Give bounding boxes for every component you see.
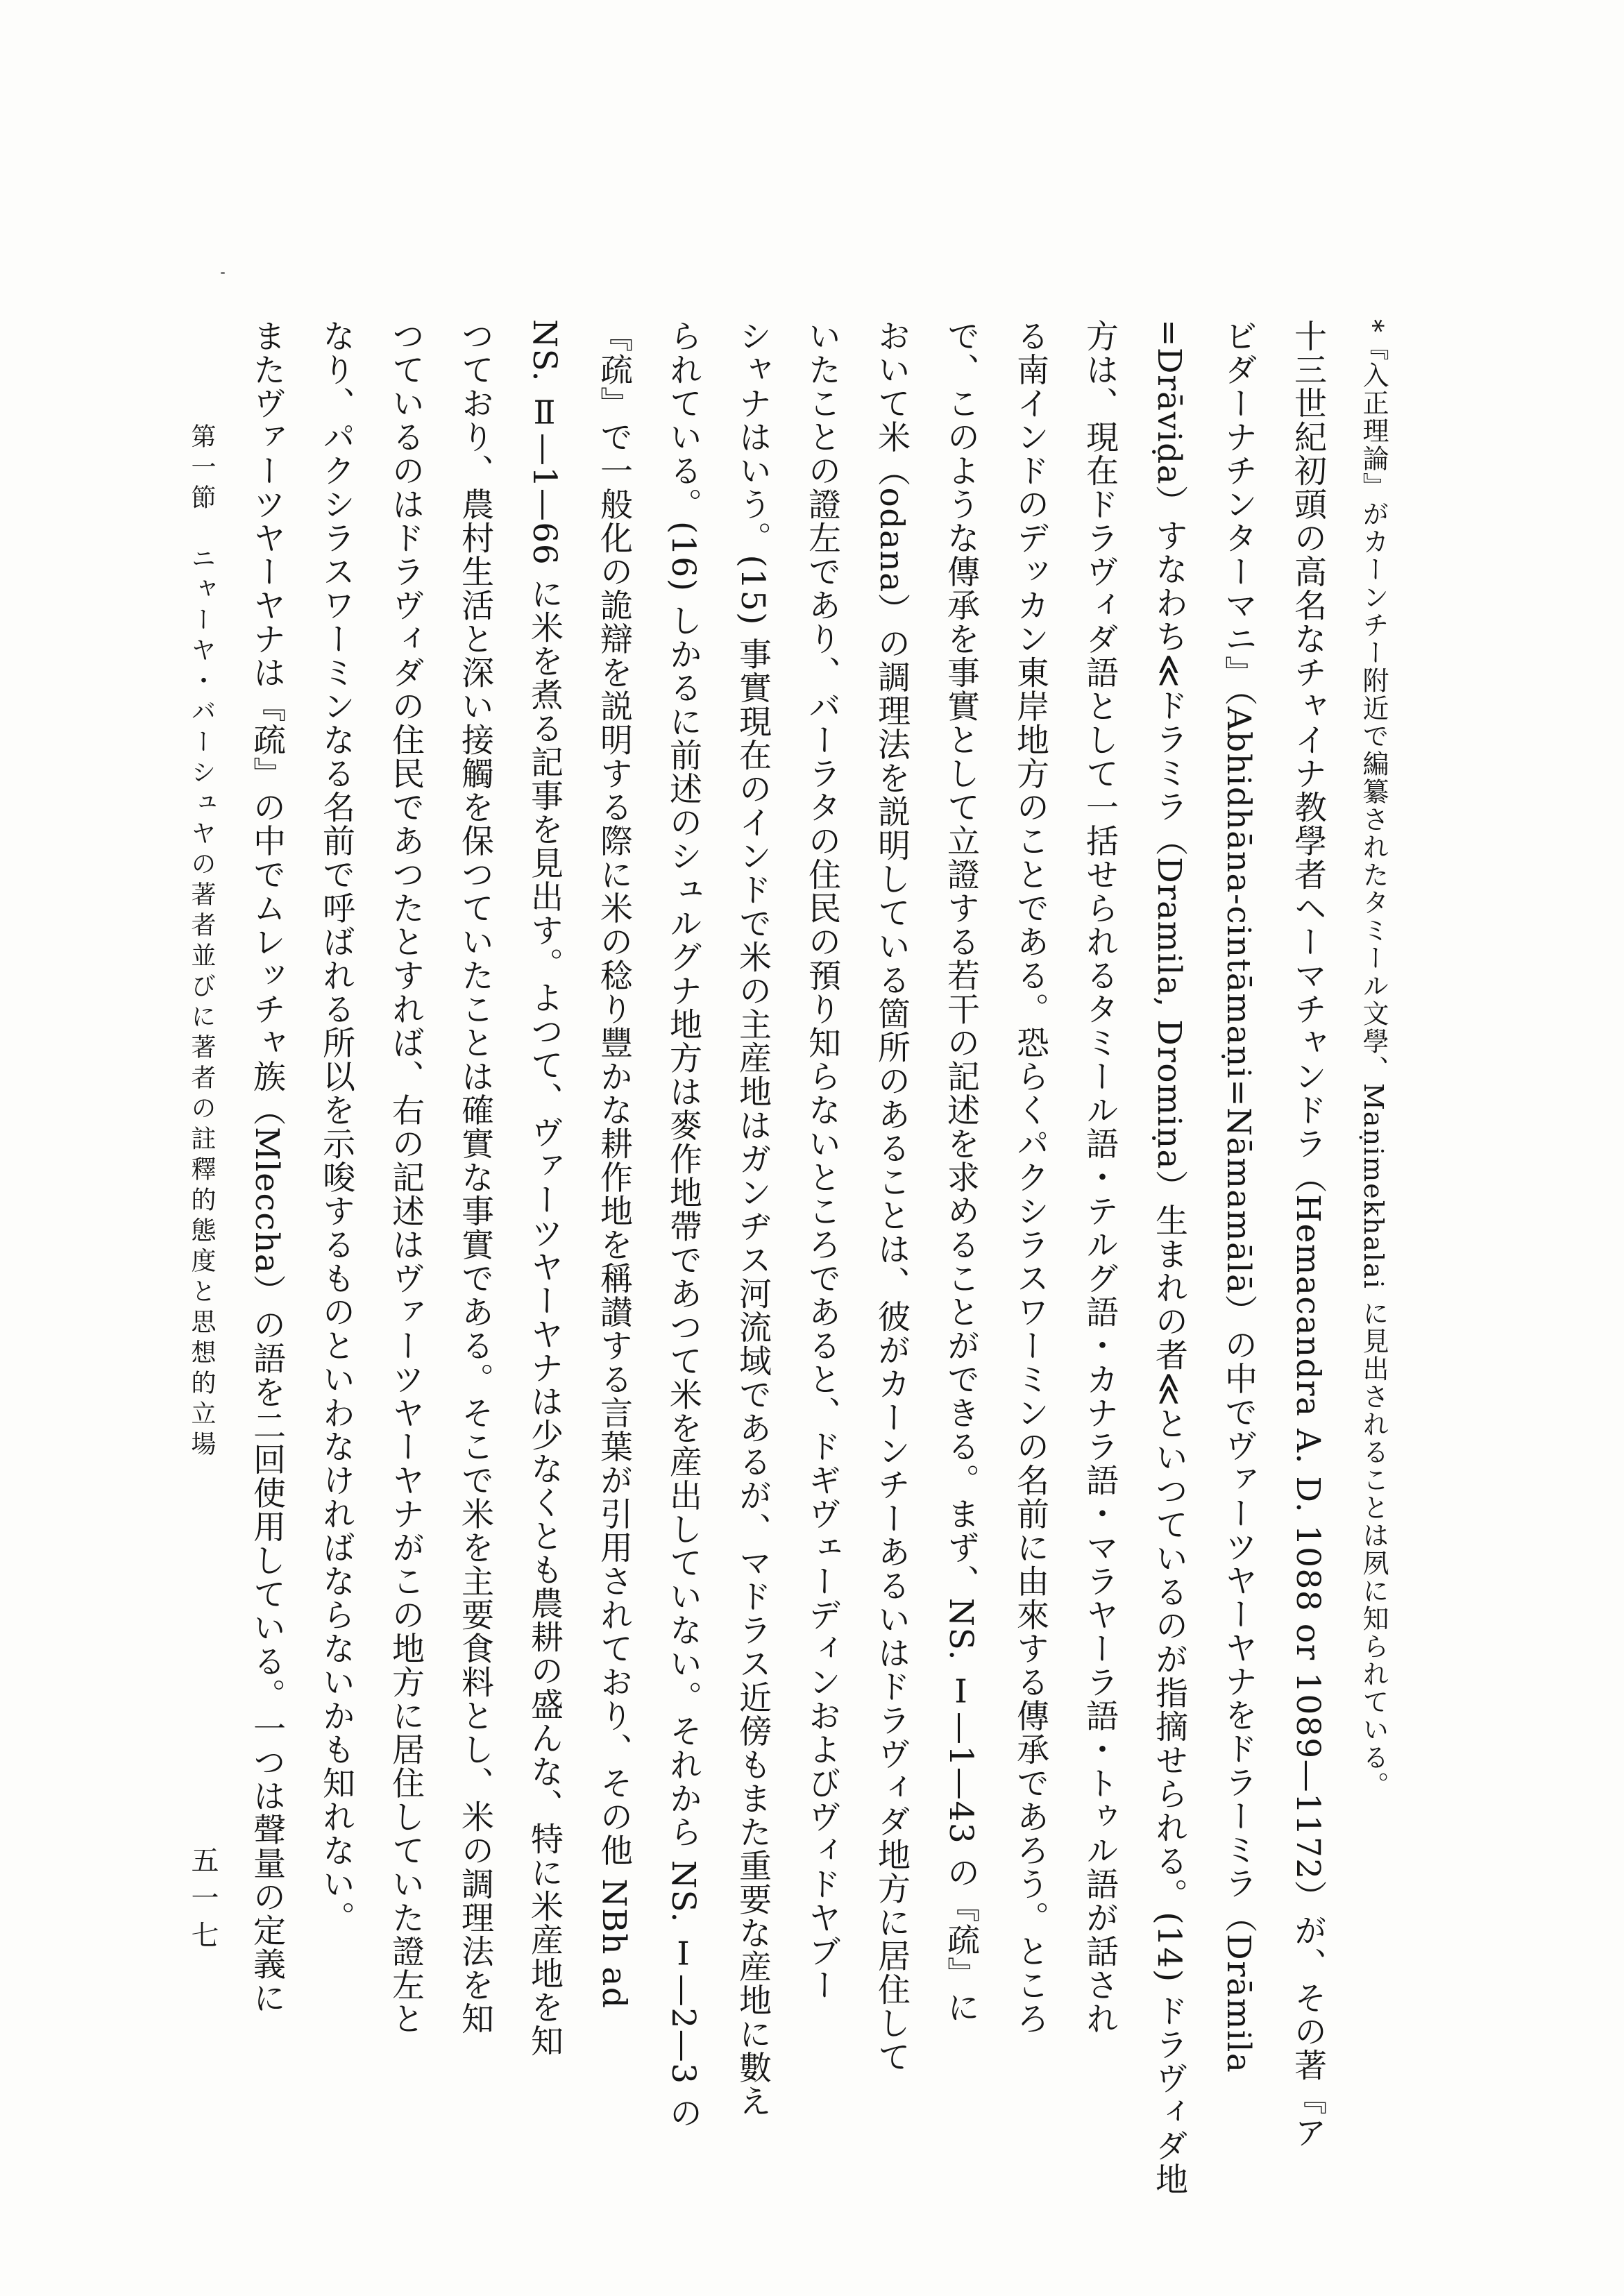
text-line-4: =Drāviḍa）すなわち≪ドラミラ（Dramila, Dromiṇa）生まれの者≪といつているのが指摘せられる。(14) ドラヴィダ地	[1150, 319, 1188, 2197]
text-line-14: つており、農村生活と深い接觸を保つていたことは確實な事實である。そこで米を主要食料とし、米の調理法を知	[456, 319, 494, 2036]
text-line-8: おいて米（odana）の調理法を説明している箇所のあることは、彼がカーンチーあるいはドラヴィダ地方に居住して	[872, 319, 911, 2074]
text-line-16: なり、パクシラスワーミンなる名前で呼ばれる所以を示唆するものといわなければならないかも知れない。	[317, 319, 355, 1934]
text-line-10: シャナはいう。(15) 事實現在のインドで米の主産地はガンヂス河流域であるが、マドラス近傍もまた重要な産地に數え	[734, 319, 772, 2118]
running-head: 第一節 ニャーヤ・バーシュヤの著者並びに著者の註釋的態度と思想的立場	[187, 423, 216, 1461]
scan-speck	[221, 272, 225, 274]
text-line-9: いたことの證左であり、バーラタの住民の預り知らないところであると、ドギヴェーディンおよびヴィドヤブー	[803, 319, 841, 2002]
page-number: 五一七	[187, 1846, 219, 1958]
text-line-3: ビダーナチンターマニ』（Abhidhāna-cintāmaṇi=Nāmamālā）の中でヴァーツヤーヤナをドラーミラ（Drāmila	[1219, 319, 1258, 2074]
text-line-12: 『疏』で一般化の詭辯を説明する際に米の稔り豐かな耕作地を稱讃する言葉が引用されており、その他 NBh ad	[595, 319, 633, 2009]
text-line-5: 方は、現在ドラヴィダ語として一括せられるタミール語・テルグ語・カナラ語・マラヤーラ語・トゥル語が話され	[1081, 319, 1119, 2036]
text-line-6: る南インドのデッカン東岸地方のことである。恐らくパクシラスワーミンの名前に由來する傳承であろう。ところ	[1011, 319, 1049, 2036]
text-line-15: つているのはドラヴィダの住民であつたとすれば、右の記述はヴァーツヤーヤナがこの地方に居住していた證左と	[387, 319, 425, 2036]
text-line-13: NS. Ⅱ—1—66 に米を煮る記事を見出す。よつて、ヴァーツヤーヤナは少なくとも農耕の盛んな、特に米産地を知	[525, 319, 564, 2058]
text-line-17: またヴァーツヤーヤナは『疏』の中でムレッチャ族（Mleccha）の語を二回使用している。一つは聲量の定義に	[248, 319, 286, 2015]
text-line-7: で、このような傳承を事實として立證する若干の記述を求めることができる。まず、NS. Ⅰ—1—43 の『疏』に	[942, 319, 980, 2025]
text-line-2: 十三世紀初頭の高名なチャイナ教學者ヘーマチャンドラ（Hemacandra A. D. 1088 or 1089—1172）が、その著『ア	[1289, 319, 1327, 2150]
text-line-1: *『入正理論』がカーンチー附近で編纂されたタミール文學、Maṇimekhalai に見出されることは夙に知られている。	[1358, 319, 1389, 1799]
text-line-11: られている。(16) しかるに前述のシュルグナ地方は麥作地帶であつて米を産出していない。それから NS. Ⅰ—2—3 の	[664, 319, 702, 2130]
